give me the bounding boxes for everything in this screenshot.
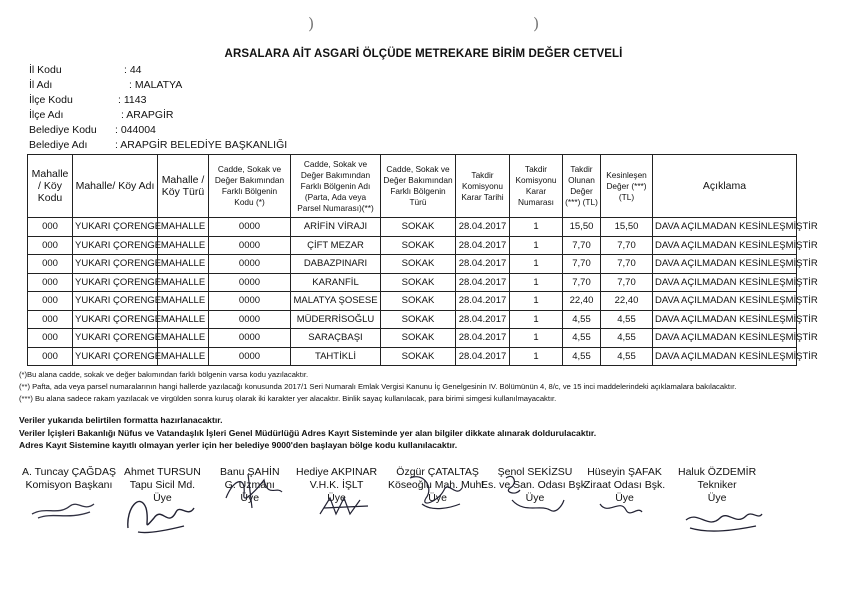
table-cell: SOKAK — [381, 310, 456, 329]
table-cell: DAVA AÇILMADAN KESİNLEŞMİŞTİR — [653, 329, 797, 348]
table-cell: DAVA AÇILMADAN KESİNLEŞMİŞTİR — [653, 236, 797, 255]
table-cell: YUKARI ÇORENGE — [73, 273, 158, 292]
table-cell: 1 — [510, 347, 563, 366]
table-cell: 0000 — [209, 236, 291, 255]
meta-key: Belediye Adı — [29, 139, 88, 151]
column-header: Açıklama — [653, 155, 797, 218]
table-cell: 28.04.2017 — [456, 329, 510, 348]
table-cell: 4,55 — [601, 329, 653, 348]
signer-name: Hüseyin ŞAFAK — [587, 466, 662, 478]
table-cell: YUKARI ÇORENGE — [73, 310, 158, 329]
table-cell: YUKARI ÇORENGE — [73, 292, 158, 311]
footnote: (**) Pafta, ada veya parsel numaralarının hangi hallerde yazılacağı konusunda 2017/1 Seri Numaralı Emlak Vergisi Kanunu İç Genelgesinin IV. Bölümünün 4, 8/c, ve 15 inci maddelerindeki açıklamalara bakılacaktır. — [19, 382, 737, 391]
table-cell: SOKAK — [381, 255, 456, 274]
table-cell: 000 — [28, 218, 73, 237]
table-cell: 000 — [28, 310, 73, 329]
table-cell: YUKARI ÇORENGE — [73, 329, 158, 348]
table-cell: 1 — [510, 292, 563, 311]
table-cell: SOKAK — [381, 347, 456, 366]
table-cell: MAHALLE — [158, 310, 209, 329]
table-cell: YUKARI ÇORENGE — [73, 347, 158, 366]
table-cell: 0000 — [209, 347, 291, 366]
table-cell: DAVA AÇILMADAN KESİNLEŞMİŞTİR — [653, 310, 797, 329]
table-cell: 000 — [28, 236, 73, 255]
table-cell: 28.04.2017 — [456, 255, 510, 274]
table-row — [28, 255, 797, 274]
table-cell: 000 — [28, 292, 73, 311]
table-cell: 0000 — [209, 255, 291, 274]
handwritten-signature — [404, 468, 468, 514]
table-cell: MALATYA ŞOSESE — [291, 292, 381, 311]
column-header: Mahalle / Köy Türü — [158, 155, 209, 218]
table-cell: SOKAK — [381, 273, 456, 292]
table-cell: 7,70 — [601, 255, 653, 274]
table-cell: 0000 — [209, 310, 291, 329]
table-cell: 000 — [28, 329, 73, 348]
table-cell: 22,40 — [563, 292, 601, 311]
table-cell: 0000 — [209, 329, 291, 348]
table-cell: 7,70 — [563, 236, 601, 255]
table-cell: 7,70 — [563, 273, 601, 292]
table-cell: KARANFİL — [291, 273, 381, 292]
meta-key: İlçe Adı — [29, 109, 64, 121]
signer-name: A. Tuncay ÇAĞDAŞ — [22, 466, 116, 478]
meta-key: Belediye Kodu — [29, 124, 97, 136]
table-cell: MAHALLE — [158, 347, 209, 366]
table-row — [28, 236, 797, 255]
table-cell: SARAÇBAŞI — [291, 329, 381, 348]
table-cell: 1 — [510, 218, 563, 237]
handwritten-signature — [218, 468, 288, 512]
table-cell: 1 — [510, 310, 563, 329]
table-cell: YUKARI ÇORENGE — [73, 255, 158, 274]
signer-role: Tekniker — [697, 479, 737, 491]
table-row — [28, 273, 797, 292]
table-cell: MAHALLE — [158, 218, 209, 237]
signer-role: Komisyon Başkanı — [25, 479, 113, 491]
table-cell: 28.04.2017 — [456, 347, 510, 366]
table-cell: 28.04.2017 — [456, 273, 510, 292]
table-cell: MAHALLE — [158, 273, 209, 292]
table-cell: DAVA AÇILMADAN KESİNLEŞMİŞTİR — [653, 273, 797, 292]
column-header: Mahalle / Köy Kodu — [28, 155, 73, 218]
table-row — [28, 310, 797, 329]
table-cell: 28.04.2017 — [456, 218, 510, 237]
handwritten-signature — [596, 494, 646, 520]
table-cell: 22,40 — [601, 292, 653, 311]
table-cell: 15,50 — [563, 218, 601, 237]
signature-block — [22, 466, 116, 492]
signer-name: Özgür ÇATALTAŞ — [396, 466, 479, 478]
table-cell: 15,50 — [601, 218, 653, 237]
table-cell: 1 — [510, 273, 563, 292]
table-cell: 0000 — [209, 292, 291, 311]
signer-name: Haluk ÖZDEMİR — [678, 466, 757, 478]
column-header: Takdir Komisyonu Karar Tarihi — [456, 155, 510, 218]
footnote: (*)Bu alana cadde, sokak ve değer bakımından farklı bölgenin varsa kodu yazılacaktır. — [19, 370, 309, 379]
column-header: Takdir Komisyonu Karar Numarası — [510, 155, 563, 218]
table-cell: 7,70 — [563, 255, 601, 274]
table-cell: 28.04.2017 — [456, 292, 510, 311]
signer-role: G. Uzmanı — [224, 479, 275, 491]
column-header: Cadde, Sokak ve Değer Bakımından Farklı Bölgenin Kodu (*) — [209, 155, 291, 218]
meta-value: : 1143 — [118, 94, 147, 106]
table-cell: 000 — [28, 273, 73, 292]
column-header: Cadde, Sokak ve Değer Bakımından Farklı Bölgenin Adı (Parta, Ada veya Parsel Numarası)(**) — [291, 155, 381, 218]
column-header: Kesinleşen Değer (***) (TL) — [601, 155, 653, 218]
meta-key: İl Kodu — [29, 64, 62, 76]
binder-hole-mark: ) — [308, 14, 315, 33]
table-cell: 000 — [28, 255, 73, 274]
table-cell: MÜDERRİSOĞLU — [291, 310, 381, 329]
table-cell: SOKAK — [381, 236, 456, 255]
instruction-note: Veriler İçişleri Bakanlığı Nüfus ve Vatandaşlık İşleri Genel Müdürlüğü Adres Kayıt Sisteminde yer alan bilgiler dikkate alınarak doldurulacaktır. — [19, 428, 597, 438]
table-cell: 4,55 — [563, 347, 601, 366]
table-cell: YUKARI ÇORENGE — [73, 218, 158, 237]
signer-role: Köseoğlu Mah. Muht. — [388, 479, 488, 491]
table-cell: DABAZPINARI — [291, 255, 381, 274]
table-cell: 0000 — [209, 218, 291, 237]
column-header: Takdir Olunan Değer (***) (TL) — [563, 155, 601, 218]
table-cell: 4,55 — [563, 310, 601, 329]
signer-role: V.H.K. İŞLT — [309, 479, 364, 491]
handwritten-signature — [28, 494, 98, 524]
table-row — [28, 347, 797, 366]
table-row — [28, 218, 797, 237]
signer-role: Es. ve San. Odası Bşk. — [481, 479, 589, 491]
table-cell: 28.04.2017 — [456, 310, 510, 329]
table-cell: DAVA AÇILMADAN KESİNLEŞMİŞTİR — [653, 292, 797, 311]
column-header: Mahalle/ Köy Adı — [73, 155, 158, 218]
table-cell: 000 — [28, 347, 73, 366]
signer-member: Üye — [615, 492, 634, 504]
instruction-note: Veriler yukarıda belirtilen formatta hazırlanacaktır. — [19, 415, 223, 425]
table-cell: 4,55 — [601, 347, 653, 366]
table-cell: ÇİFT MEZAR — [291, 236, 381, 255]
table-cell: DAVA AÇILMADAN KESİNLEŞMİŞTİR — [653, 255, 797, 274]
signer-name: Hediye AKPINAR — [296, 466, 378, 478]
column-header: Cadde, Sokak ve Değer Bakımından Farklı Bölgenin Türü — [381, 155, 456, 218]
table-cell: YUKARI ÇORENGE — [73, 236, 158, 255]
table-row — [28, 292, 797, 311]
table-header-row — [28, 155, 797, 218]
signer-member: Üye — [428, 492, 447, 504]
signer-member: Üye — [240, 492, 260, 504]
meta-key: İlçe Kodu — [29, 94, 73, 106]
table-cell: MAHALLE — [158, 292, 209, 311]
table-cell: ARİFİN VİRAJI — [291, 218, 381, 237]
meta-value: : MALATYA — [129, 79, 183, 91]
signer-member: Üye — [327, 492, 346, 504]
signer-role: Tapu Sicil Md. — [129, 479, 196, 491]
table-cell: 1 — [510, 255, 563, 274]
handwritten-signature — [680, 500, 766, 536]
unit-value-table — [27, 154, 818, 366]
binder-hole-mark: ) — [533, 14, 540, 33]
meta-value: : ARAPGİR — [121, 109, 174, 121]
table-cell: 1 — [510, 329, 563, 348]
table-cell: 0000 — [209, 273, 291, 292]
table-cell: SOKAK — [381, 329, 456, 348]
signer-member: Üye — [153, 492, 172, 504]
table-cell: SOKAK — [381, 218, 456, 237]
table-cell: 7,70 — [601, 273, 653, 292]
table-cell: 7,70 — [601, 236, 653, 255]
footnote: (***) Bu alana sadece rakam yazılacak ve virgülden sonra kuruş olarak iki karakter yer alacaktır. Binlik sayaç kullanılacak, para birimi simgesi kullanılmayacaktır. — [19, 394, 557, 403]
meta-key: İl Adı — [29, 79, 53, 91]
handwritten-signature — [500, 470, 568, 520]
table-cell: SOKAK — [381, 292, 456, 311]
table-cell: MAHALLE — [158, 255, 209, 274]
table-row — [28, 329, 797, 348]
signer-member: Üye — [525, 492, 545, 504]
signer-name: Ahmet TURSUN — [124, 466, 201, 478]
table-cell: DAVA AÇILMADAN KESİNLEŞMİŞTİR — [653, 347, 797, 366]
signer-name: Şenol SEKİZSU — [497, 466, 573, 478]
instruction-note: Adres Kayıt Sistemine kayıtlı olmayan yerler için her belediye 9000'den başlayan bölge kodu kullanılacaktır. — [19, 440, 458, 450]
table-cell: MAHALLE — [158, 329, 209, 348]
signer-member: Üye — [707, 492, 727, 504]
table-cell: 4,55 — [601, 310, 653, 329]
handwritten-signature — [118, 488, 198, 536]
document-title: ARSALARA AİT ASGARİ ÖLÇÜDE METREKARE BİRİM DEĞER CETVELİ — [224, 48, 623, 60]
signer-role: Ziraat Odası Bşk. — [584, 479, 666, 491]
table-cell: 1 — [510, 236, 563, 255]
meta-value: : 044004 — [115, 124, 156, 136]
handwritten-signature — [316, 492, 376, 520]
table-cell: DAVA AÇILMADAN KESİNLEŞMİŞTİR — [653, 218, 797, 237]
table-cell: 4,55 — [563, 329, 601, 348]
table-cell: TAHTİKLİ — [291, 347, 381, 366]
signer-name: Banu ŞAHİN — [220, 466, 280, 478]
meta-value: : 44 — [124, 64, 142, 76]
meta-value: : ARAPGİR BELEDİYE BAŞKANLIĞI — [115, 139, 288, 151]
table-cell: MAHALLE — [158, 236, 209, 255]
table-cell: 28.04.2017 — [456, 236, 510, 255]
